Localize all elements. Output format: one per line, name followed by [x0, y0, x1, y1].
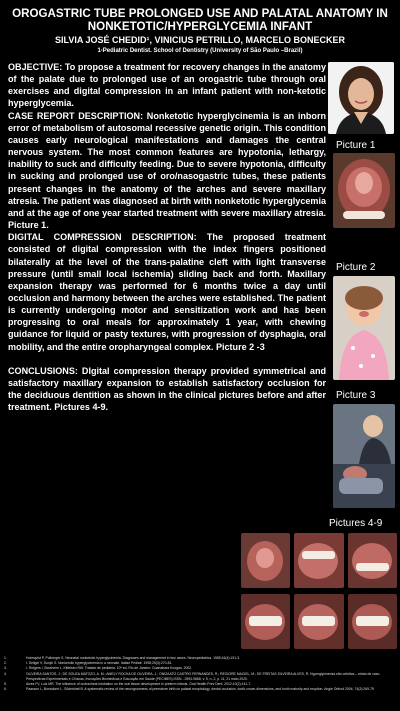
picture-6-image	[348, 533, 397, 588]
author-portrait	[328, 62, 394, 134]
picture-3-image	[333, 404, 395, 508]
digital-compression-paragraph: DIGITAL COMPRESSION DESCRIPTION: The proposed treatment consisted of digital compression with the index fingers positioned bilaterally at the level of the trans-palatine cleft with light transverse pressure (until small local ischemia) sliding back and forth. Maxillary expansion therapy was performed for 6 months twice a day until occlusion and harmony between the arches were established. The patient is currently undergoing motor and sensitization work and has been progressing to oral meals for approximately 1 year, with chewing guidance for liquid or pasty textures, with progression of dysphagia, oral mobility, and the entire oropharyngeal complex. Picture 2 -3	[8, 232, 326, 352]
case-report-paragraph: CASE REPORT DESCRIPTION: Nonketotic hyperglycinemia is an inborn error of metabolism of autosomal recessive genetic origin. This condition causes early neurological manifestations and damages the central nervous system. The most common features are hypotonia, lethargy, inability to suck and difficulty feeding. Due to severe hypotonia, difficulty in sucking and prolonged use of oro/nasogastric tubes, these patients present changes in the anatomy of the arches and severe maxillary atresia. The patient was diagnosed at birth with nonketotic hyperglycemia and at the age of one year started treatment with severe maxillary atresia. Picture 1.	[8, 110, 326, 231]
authors: SILVIA JOSÉ CHEDID¹, VINICIUS PETRILLO, MARCELO BONECKER	[54, 35, 346, 45]
pictures-4-9-caption: Pictures 4-9	[329, 518, 383, 529]
picture-2-image	[333, 276, 395, 380]
reference-item: 6. Paasson L, Bonsdorm L, Sõderblatt B. A systematic review of the neurogrowness of premature birth on palatal morphology, dental occlusion, tooth-crown-dimensions, and tooth maturity and eruption. Angle Orthod 2004; 74(2):269-79	[4, 687, 374, 692]
picture-8-image	[294, 594, 343, 649]
picture-1-caption: Picture 1	[336, 140, 376, 151]
picture-7-image	[241, 594, 290, 649]
reference-item: 4. OLIVEIRA SANTOS, J.; DE SOUZA MATOZO, A. M.; AMELY ROCHA DE OLIVEIRA, J.; ONIZAATO CASTRO FERNANDES, R.; REGIORE MACIEL, M.; DE FREITAS SILVEIRA ALVES, R. Hyperglycinemia não cetótica – relato de caso. Perspectivas Experimentais e Clínicas, Inovações Biomédicas e Educação em Saúde (PECIBES) ISSN - 2594-9888, v. 5, n. 2, p. 11, 21 maio 2020.	[4, 671, 381, 681]
conclusions-paragraph: CONCLUSIONS: DIgital compression therapy provided symmetrical and satisfactory maxillary expansion to establish satisfactory occlusion for the deciduous dentition as shown in the clinical pictures before and after treatment. Pictures 4-9.	[8, 365, 326, 413]
picture-3-caption: Picture 3	[336, 390, 376, 401]
reference-item: 1. Hoimqvist P, Poiberger S. Neonatal nonketotic hyperglycinemia. Diagnoses and management in two cases. Neuropediatrics. 1985;16(4):191-3.	[4, 656, 241, 660]
main-text	[8, 61, 326, 413]
reference-item: 2. I. Seligel V, Sunjić S. Nonketotic hyperglycinemia in a neonate. Italian Pediatr. 1998;25(3):270-81.	[4, 661, 173, 666]
objective-paragraph: OBJECTIVE: To propose a treatment for recovery changes in the anatomy of the palate due to prolonged use of an orogastric tube through oral exercises and digital compression in an infant patient with non-ketotic hyperglycemia.	[8, 62, 326, 109]
poster-title: OROGASTRIC TUBE PROLONGED USE AND PALATAL ANATOMY IN NONKETOTIC/HYPERGLYCEMIA INFANT	[12, 7, 388, 33]
picture-5-image	[294, 533, 343, 588]
reference-item: 3. I. Rutgers I, Borsheim L, Kittelsen RW. Tratado de pediatria. 10ª ed. Rio de Janeiro: Guanabara Koogan, 2002.	[4, 666, 193, 671]
reference-item: 5. Alves FV, Luiz MR. The influence of orotracheal intubation on the oral tissue development in preterm infants. Oral Health Prev Dent. 2012;10(2):141-7.	[4, 682, 252, 687]
picture-2-caption: Picture 2	[336, 262, 376, 273]
picture-4-image	[241, 533, 290, 588]
affiliation: 1-Pediatric Dentist. School of Dentistry (University of São Paulo –Brazil)	[97, 48, 303, 54]
picture-1-image	[333, 153, 395, 228]
picture-9-image	[348, 594, 397, 649]
pictures-4-9-grid	[241, 533, 397, 649]
references-list	[4, 656, 396, 692]
